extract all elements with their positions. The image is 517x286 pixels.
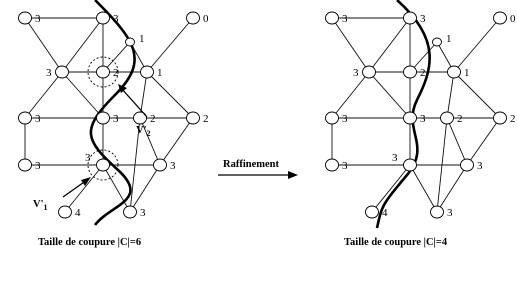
graph-node [366, 206, 379, 218]
graph-node [19, 112, 32, 124]
graph-node [97, 66, 110, 78]
nodes [326, 12, 517, 219]
node-weight: 3 [420, 13, 426, 25]
v2-pointer [121, 88, 147, 117]
graph-node [448, 66, 461, 78]
refinement-label: Raffinement [223, 159, 279, 170]
node-weight: 3 [342, 160, 348, 172]
node-weight: 3 [85, 152, 91, 164]
graph-node [97, 112, 110, 124]
node-weight: 2 [510, 113, 516, 125]
node-weight: 1 [157, 67, 163, 79]
graph-edge [62, 18, 103, 72]
graph-edge [25, 18, 62, 72]
node-weight: 3 [113, 13, 119, 25]
graph-edge [454, 72, 500, 118]
graph-edge [467, 118, 500, 165]
graph-node [97, 12, 110, 24]
graph-node [433, 38, 442, 46]
right-graph [326, 0, 517, 228]
node-weight: 4 [75, 207, 81, 219]
node-weight: 3 [170, 160, 176, 172]
graph-edge [332, 72, 369, 118]
graph-node [97, 159, 110, 171]
graph-edge [454, 18, 500, 72]
node-weight: 3 [35, 113, 41, 125]
graph-edge [447, 72, 454, 118]
node-weight: 3 [447, 207, 453, 219]
node-weight: 3 [392, 152, 398, 164]
node-weight: 3 [46, 67, 52, 79]
node-weight: 3 [35, 13, 41, 25]
graph-node [187, 112, 200, 124]
node-weight: 3 [353, 67, 359, 79]
graph-edge [410, 165, 437, 212]
node-weight: 2 [203, 113, 209, 125]
graph-node [326, 12, 339, 24]
right-caption: Taille de coupure |C|=4 [344, 237, 448, 248]
graph-node [404, 12, 417, 24]
node-weight: 3 [342, 113, 348, 125]
node-weight: 0 [510, 13, 516, 25]
graph-node [326, 112, 339, 124]
graph-node [441, 112, 454, 124]
graph-node [461, 159, 474, 171]
node-weight: 2 [420, 67, 426, 79]
nodes [19, 12, 210, 219]
node-weight: 1 [139, 33, 145, 45]
node-weight: 3 [342, 13, 348, 25]
node-weight: 1 [464, 67, 470, 79]
node-weight: 3 [477, 160, 483, 172]
graph-edge [369, 72, 410, 118]
node-weight: 3 [113, 113, 119, 125]
graph-edge [332, 18, 369, 72]
v1-label: $V'_1$ [33, 199, 48, 212]
graph-node [59, 206, 72, 218]
node-weight: 3 [140, 207, 146, 219]
node-weight: 0 [203, 13, 209, 25]
graph-node [141, 66, 154, 78]
node-weight: 3 [420, 113, 426, 125]
graph-edge [62, 72, 103, 118]
graph-edge [147, 18, 193, 72]
graph-node [126, 38, 135, 46]
graph-node [19, 12, 32, 24]
node-weight: 2 [457, 113, 463, 125]
graph-edge [369, 18, 410, 72]
node-weight: 4 [382, 207, 388, 219]
node-weight: 1 [446, 33, 452, 45]
graph-edge [147, 72, 193, 118]
graph-node [187, 12, 200, 24]
graph-node [494, 112, 507, 124]
graph-node [56, 66, 69, 78]
graph-node [404, 112, 417, 124]
graph-node [363, 66, 376, 78]
graph-node [494, 12, 507, 24]
graph-node [19, 159, 32, 171]
left-graph [19, 0, 210, 225]
graph-edge [447, 118, 467, 165]
v2-label: $V'_2$ [136, 125, 151, 138]
left-caption: Taille de coupure |C|=6 [38, 237, 142, 248]
graph-edge [160, 118, 193, 165]
graph-edge [25, 72, 62, 118]
graph-node [431, 206, 444, 218]
graph-edge [103, 165, 130, 212]
node-weight: 3 [35, 160, 41, 172]
graph-node [326, 159, 339, 171]
graph-edge [65, 165, 103, 212]
graph-node [404, 66, 417, 78]
node-weight: 2 [113, 67, 119, 79]
graph-node [404, 159, 417, 171]
graph-node [154, 159, 167, 171]
refinement-arrow [218, 171, 298, 179]
node-weight: 2 [150, 113, 156, 125]
graph-edge [372, 165, 410, 212]
graph-node [124, 206, 137, 218]
